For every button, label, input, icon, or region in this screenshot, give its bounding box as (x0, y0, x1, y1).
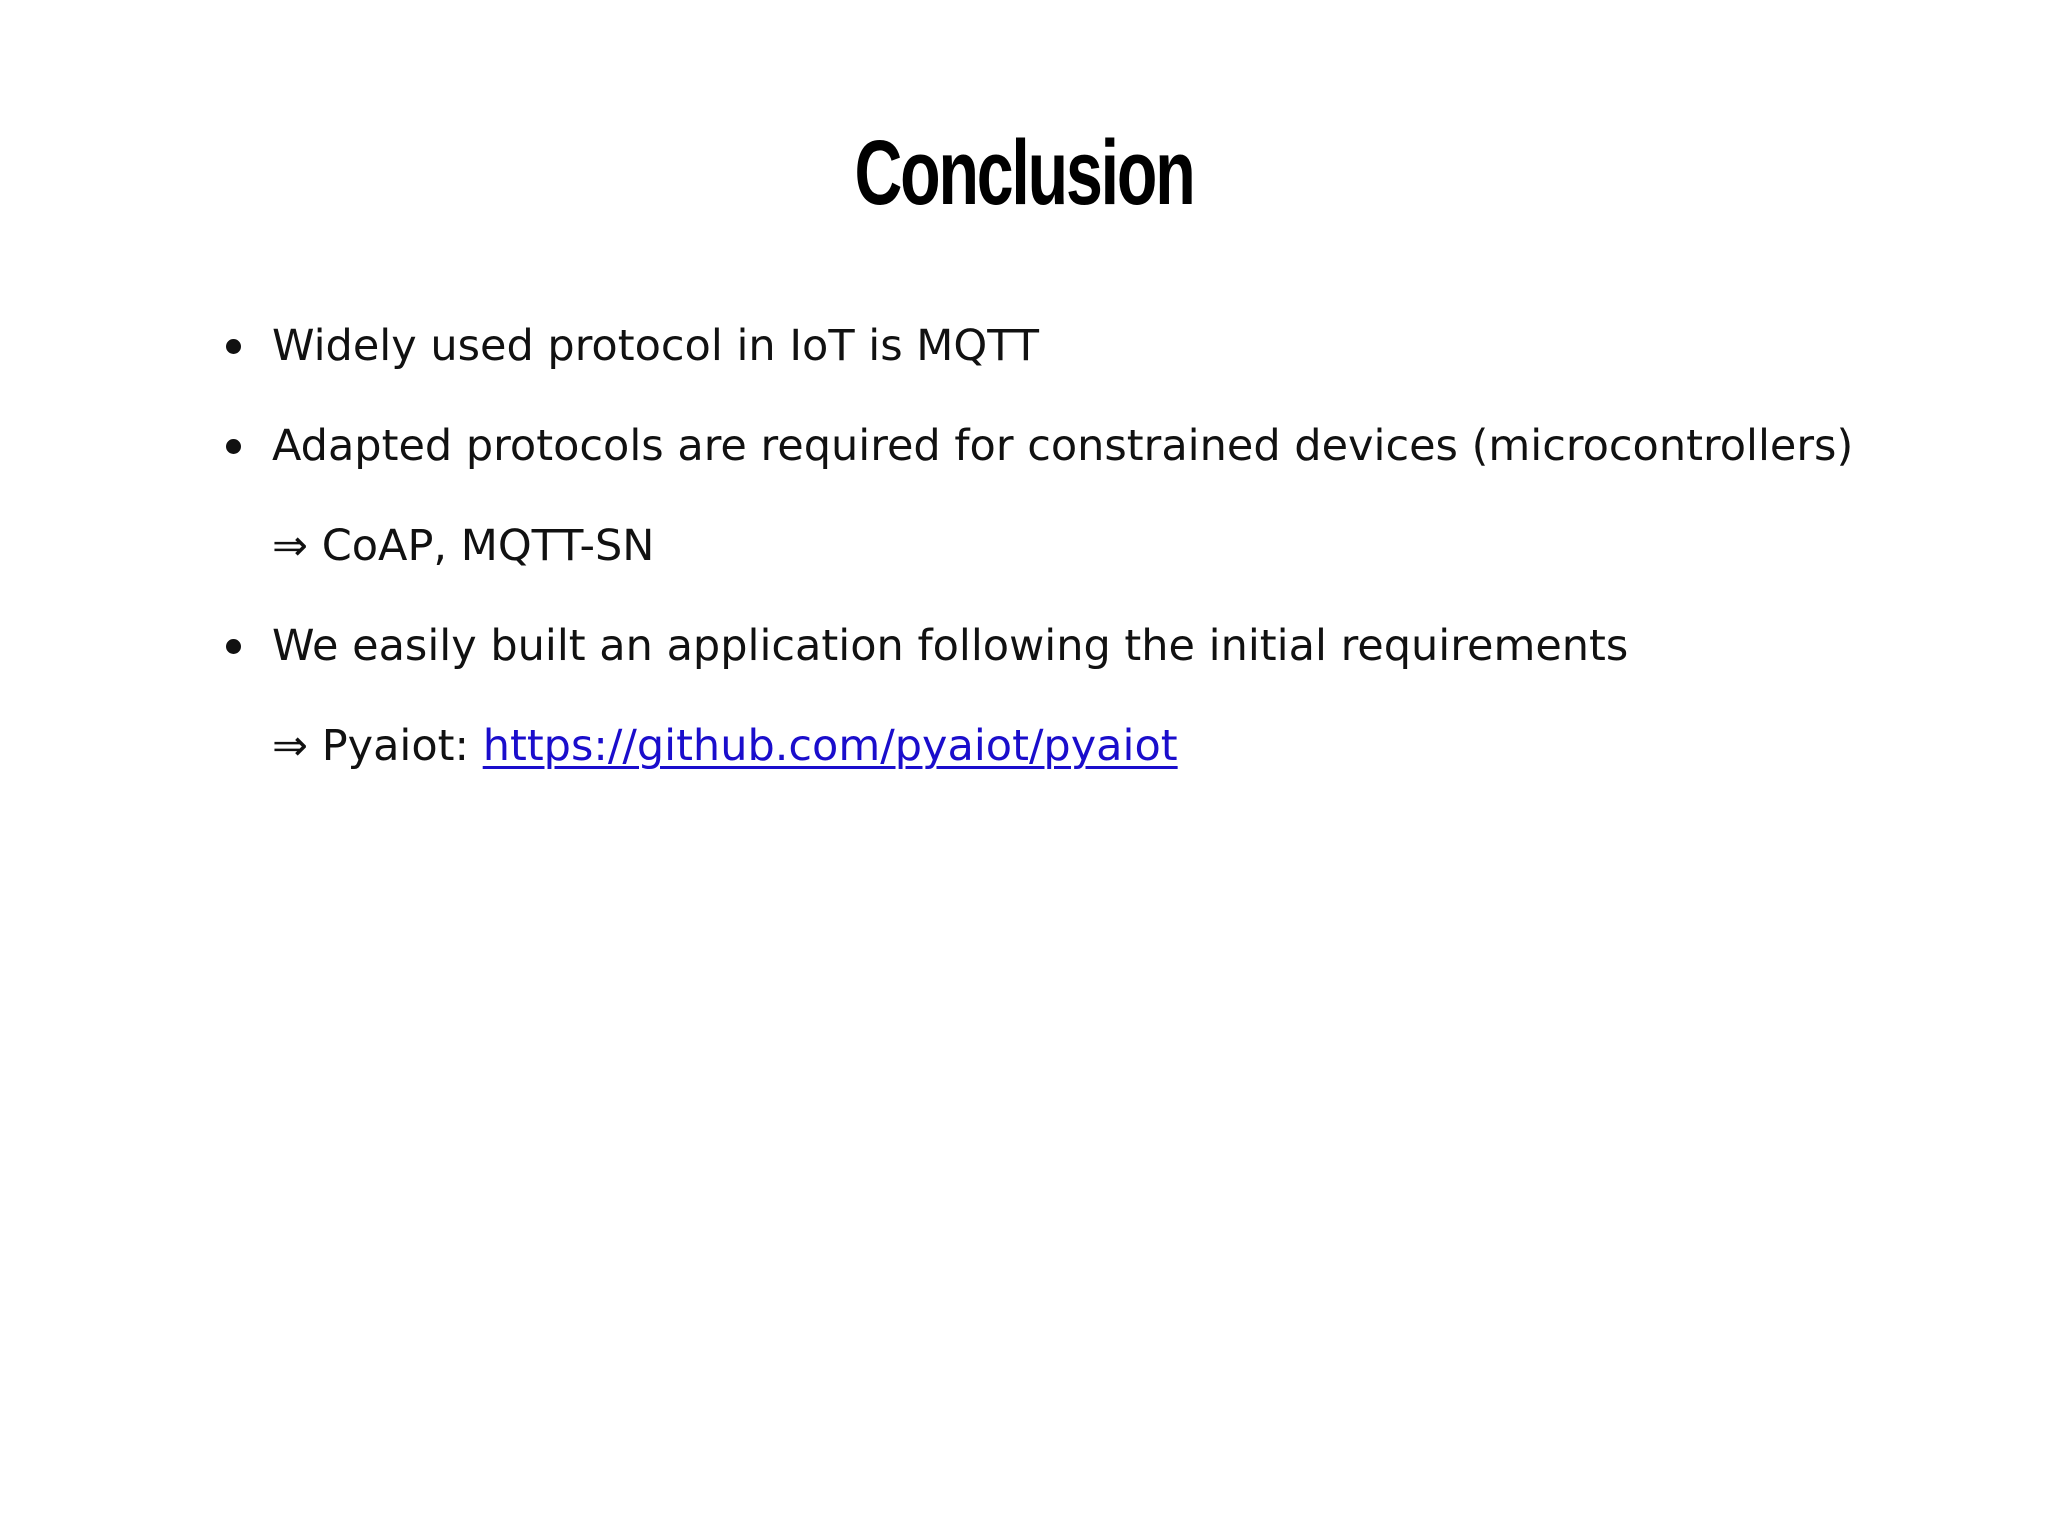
sub-item-prefix: ⇒ Pyaiot: (272, 721, 483, 771)
bullet-item (226, 410, 1926, 510)
bullet-item (226, 610, 1926, 710)
bullet-text: Adapted protocols are required for constrained devices (microcontrollers) (272, 421, 1854, 471)
bullet-dot-icon (226, 339, 241, 354)
bullet-text: Widely used protocol in IoT is MQTT (272, 321, 1040, 371)
sub-item-text (272, 710, 1178, 782)
sub-item (226, 710, 1926, 810)
sub-item (226, 510, 1926, 610)
sub-item-text: ⇒ CoAP, MQTT-SN (272, 521, 655, 571)
bullet-item (226, 310, 1926, 410)
bullet-dot-icon (226, 639, 241, 654)
bullet-text: We easily built an application following the initial requirements (272, 621, 1629, 671)
bullet-dot-icon (226, 439, 241, 454)
pyaiot-github-link[interactable]: https://github.com/pyaiot/pyaiot (482, 721, 1178, 771)
bullet-list (226, 310, 1926, 810)
slide-title: Conclusion (854, 122, 1194, 224)
